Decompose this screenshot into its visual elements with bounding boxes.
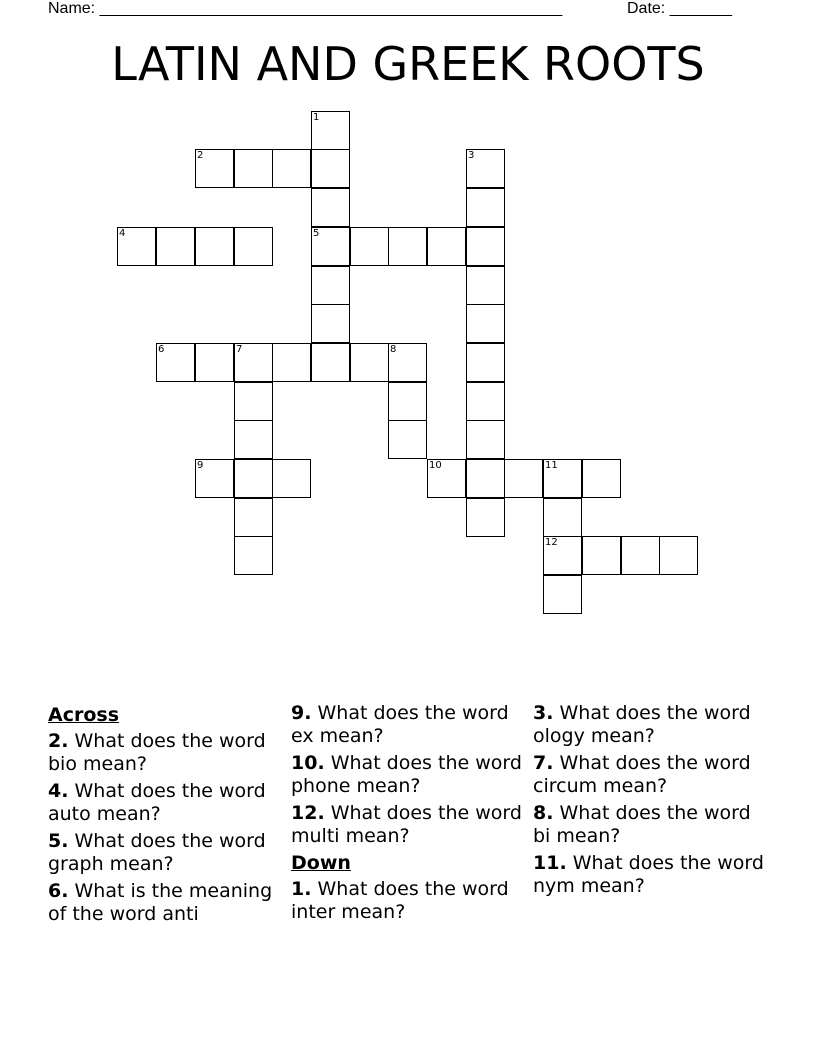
clue-number: 6. [48, 880, 69, 902]
clue-across-4 [48, 780, 288, 826]
grid-cell [466, 149, 505, 188]
grid-cell [195, 459, 234, 498]
cell-number: 1 [313, 112, 320, 123]
grid-cell [388, 227, 427, 266]
clue-down-3 [533, 702, 773, 748]
grid-cell [543, 498, 582, 537]
cell-number: 3 [468, 150, 475, 161]
grid-cell [504, 459, 543, 498]
clue-across-9 [291, 702, 531, 748]
clue-text: What does the word phone mean? [291, 752, 522, 797]
grid-cell [543, 536, 582, 575]
clue-number: 8. [533, 802, 554, 824]
grid-cell [156, 343, 195, 382]
grid-cell [466, 382, 505, 421]
grid-cell [543, 575, 582, 614]
grid-cell [582, 536, 621, 575]
clue-text: What does the word graph mean? [48, 830, 266, 875]
grid-cell [311, 111, 350, 150]
across-heading: Across [48, 704, 120, 726]
cell-number: 12 [545, 537, 558, 548]
grid-cell [234, 343, 273, 382]
clue-number: 3. [533, 702, 554, 724]
clue-across-10 [291, 752, 531, 798]
grid-cell [234, 498, 273, 537]
clue-down-11 [533, 852, 773, 898]
grid-cell [388, 382, 427, 421]
grid-cell [311, 149, 350, 188]
cell-number: 10 [429, 460, 442, 471]
grid-cell [466, 266, 505, 305]
grid-cell [311, 304, 350, 343]
cell-number: 8 [390, 344, 397, 355]
grid-cell [466, 420, 505, 459]
grid-cell [543, 459, 582, 498]
grid-cell [234, 149, 273, 188]
clue-text: What does the word circum mean? [533, 752, 751, 797]
grid-cell [311, 266, 350, 305]
grid-cell [350, 227, 389, 266]
grid-cell [427, 227, 466, 266]
grid-cell [234, 459, 273, 498]
grid-cell [466, 227, 505, 266]
clue-across-6 [48, 880, 288, 926]
clue-number: 12. [291, 802, 325, 824]
clue-column-2 [291, 702, 531, 928]
clue-across-12 [291, 802, 531, 848]
clue-number: 9. [291, 702, 312, 724]
cell-number: 6 [158, 344, 165, 355]
cell-number: 9 [197, 460, 204, 471]
grid-cell [466, 498, 505, 537]
clue-text: What is the meaning of the word anti [48, 880, 273, 925]
clue-text: What does the word ex mean? [291, 702, 509, 747]
grid-cell [311, 188, 350, 227]
grid-cell [466, 343, 505, 382]
clue-number: 7. [533, 752, 554, 774]
name-field-label: Name: ____________________________________________________ [48, 0, 563, 17]
grid-cell [621, 536, 660, 575]
grid-cell [659, 536, 698, 575]
clue-text: What does the word nym mean? [533, 852, 764, 897]
clue-text: What does the word auto mean? [48, 780, 266, 825]
cell-number: 2 [197, 150, 204, 161]
grid-cell [234, 382, 273, 421]
cell-number: 5 [313, 228, 320, 239]
clue-across-2 [48, 730, 288, 776]
grid-cell [350, 343, 389, 382]
grid-cell [272, 343, 311, 382]
clue-across-5 [48, 830, 288, 876]
grid-cell [582, 459, 621, 498]
clue-text: What does the word multi mean? [291, 802, 522, 847]
grid-cell [388, 343, 427, 382]
clue-text: What does the word bi mean? [533, 802, 751, 847]
grid-cell [234, 536, 273, 575]
grid-cell [195, 227, 234, 266]
grid-cell [272, 459, 311, 498]
clue-number: 4. [48, 780, 69, 802]
clue-column-1 [48, 702, 288, 930]
clue-text: What does the word inter mean? [291, 878, 509, 923]
grid-cell [427, 459, 466, 498]
grid-cell [272, 149, 311, 188]
clue-text: What does the word ology mean? [533, 702, 751, 747]
grid-cell [311, 343, 350, 382]
cell-number: 11 [545, 460, 558, 471]
clue-number: 10. [291, 752, 325, 774]
grid-cell [156, 227, 195, 266]
clue-down-1 [291, 878, 531, 924]
grid-cell [466, 188, 505, 227]
grid-cell [234, 420, 273, 459]
cell-number: 7 [236, 344, 243, 355]
down-heading: Down [291, 852, 351, 874]
page-title: LATIN AND GREEK ROOTS [111, 37, 705, 91]
grid-cell [466, 304, 505, 343]
grid-cell [195, 149, 234, 188]
clue-number: 11. [533, 852, 567, 874]
grid-cell [117, 227, 156, 266]
grid-cell [195, 343, 234, 382]
clue-number: 5. [48, 830, 69, 852]
grid-cell [388, 420, 427, 459]
grid-cell [311, 227, 350, 266]
grid-cell [234, 227, 273, 266]
cell-number: 4 [119, 228, 126, 239]
clue-number: 1. [291, 878, 312, 900]
clue-down-7 [533, 752, 773, 798]
date-field-label: Date: _______ [627, 0, 732, 17]
grid-cell [466, 459, 505, 498]
clue-column-3 [533, 702, 773, 902]
clue-text: What does the word bio mean? [48, 730, 266, 775]
clue-down-8 [533, 802, 773, 848]
clue-number: 2. [48, 730, 69, 752]
